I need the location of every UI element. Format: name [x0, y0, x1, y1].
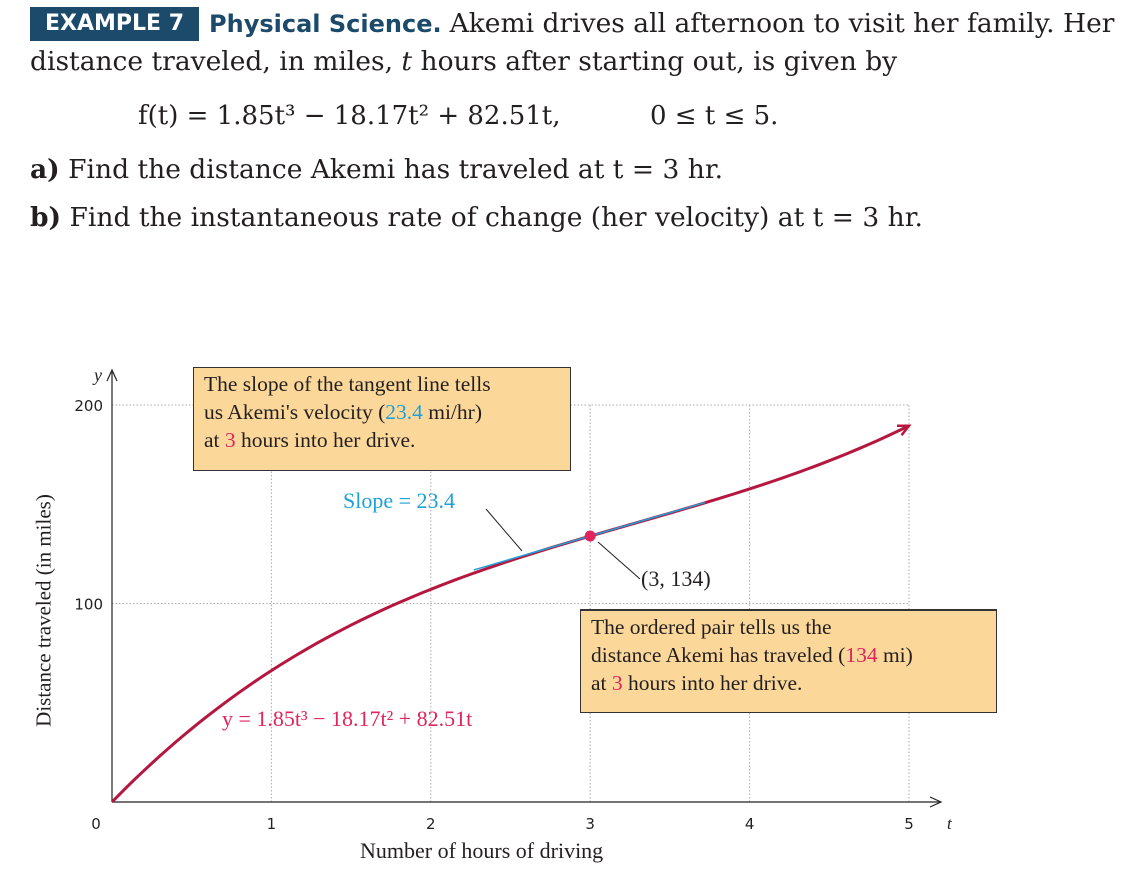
part-a-text: Find the distance Akemi has traveled at t = 3 hr. [68, 154, 724, 185]
intro-line-1: Akemi drives all afternoon to visit her family. Her [449, 8, 1115, 39]
x-tick-label-0: 0 [91, 815, 101, 833]
x-tick-label-1: 1 [266, 815, 277, 833]
point-label: (3, 134) [641, 566, 711, 591]
formula-text: f(t) = 1.85t³ − 18.17t² + 82.51t, [138, 101, 561, 131]
y-axis-var: y [94, 365, 102, 385]
x-tick-label-5: 5 [904, 815, 914, 833]
distance-value: 134 [845, 643, 878, 667]
y-axis-title: Distance traveled (in miles) [31, 494, 56, 727]
pair-callout [580, 609, 997, 713]
slope-callout-line-1: The slope of the tangent line tells [204, 372, 491, 396]
hours-value: 3 [224, 428, 236, 452]
x-tick-label-4: 4 [744, 815, 755, 833]
example-badge: EXAMPLE 7 [30, 7, 199, 41]
slope-label: Slope = 23.4 [343, 488, 456, 513]
part-b-text: Find the instantaneous rate of change (her velocity) at t = 3 hr. [69, 202, 923, 233]
example-subject: Physical Science. [209, 10, 442, 38]
part-b-label: b) [30, 202, 62, 233]
y-tick-label-100: 100 [74, 595, 103, 614]
pair-callout-line-1: The ordered pair tells us the [591, 615, 832, 639]
y-tick-label-200: 200 [74, 397, 103, 415]
pair-hours-value: 3 [611, 671, 623, 695]
intro-text-a: distance traveled, in miles, [30, 46, 402, 77]
curve-label: y = 1.85t³ − 18.17t² + 82.51t [222, 706, 473, 731]
t-axis-var: t [947, 814, 952, 833]
slope-callout [193, 367, 571, 471]
x-axis-title: Number of hours of driving [360, 838, 604, 863]
part-a-label: a) [30, 154, 60, 185]
intro-text-b: hours after starting out, is given by [412, 46, 898, 77]
point-leader-line [598, 542, 640, 579]
pair-callout-line-3: at 3 hours into her drive. [591, 671, 803, 695]
intro-var-t: t [401, 46, 413, 77]
slope-leader-line [486, 509, 522, 551]
slope-callout-line-2: us Akemi's velocity (23.4 mi/hr) [204, 400, 482, 424]
slope-callout-line-3: at 3 hours into her drive. [204, 428, 416, 452]
formula-domain: 0 ≤ t ≤ 5. [650, 101, 779, 131]
x-tick-label-3: 3 [585, 815, 595, 833]
pair-callout-line-2: distance Akemi has traveled (134 mi) [591, 643, 913, 667]
velocity-value: 23.4 [385, 400, 423, 424]
x-tick-label-2: 2 [426, 815, 436, 833]
highlight-point [585, 531, 596, 542]
